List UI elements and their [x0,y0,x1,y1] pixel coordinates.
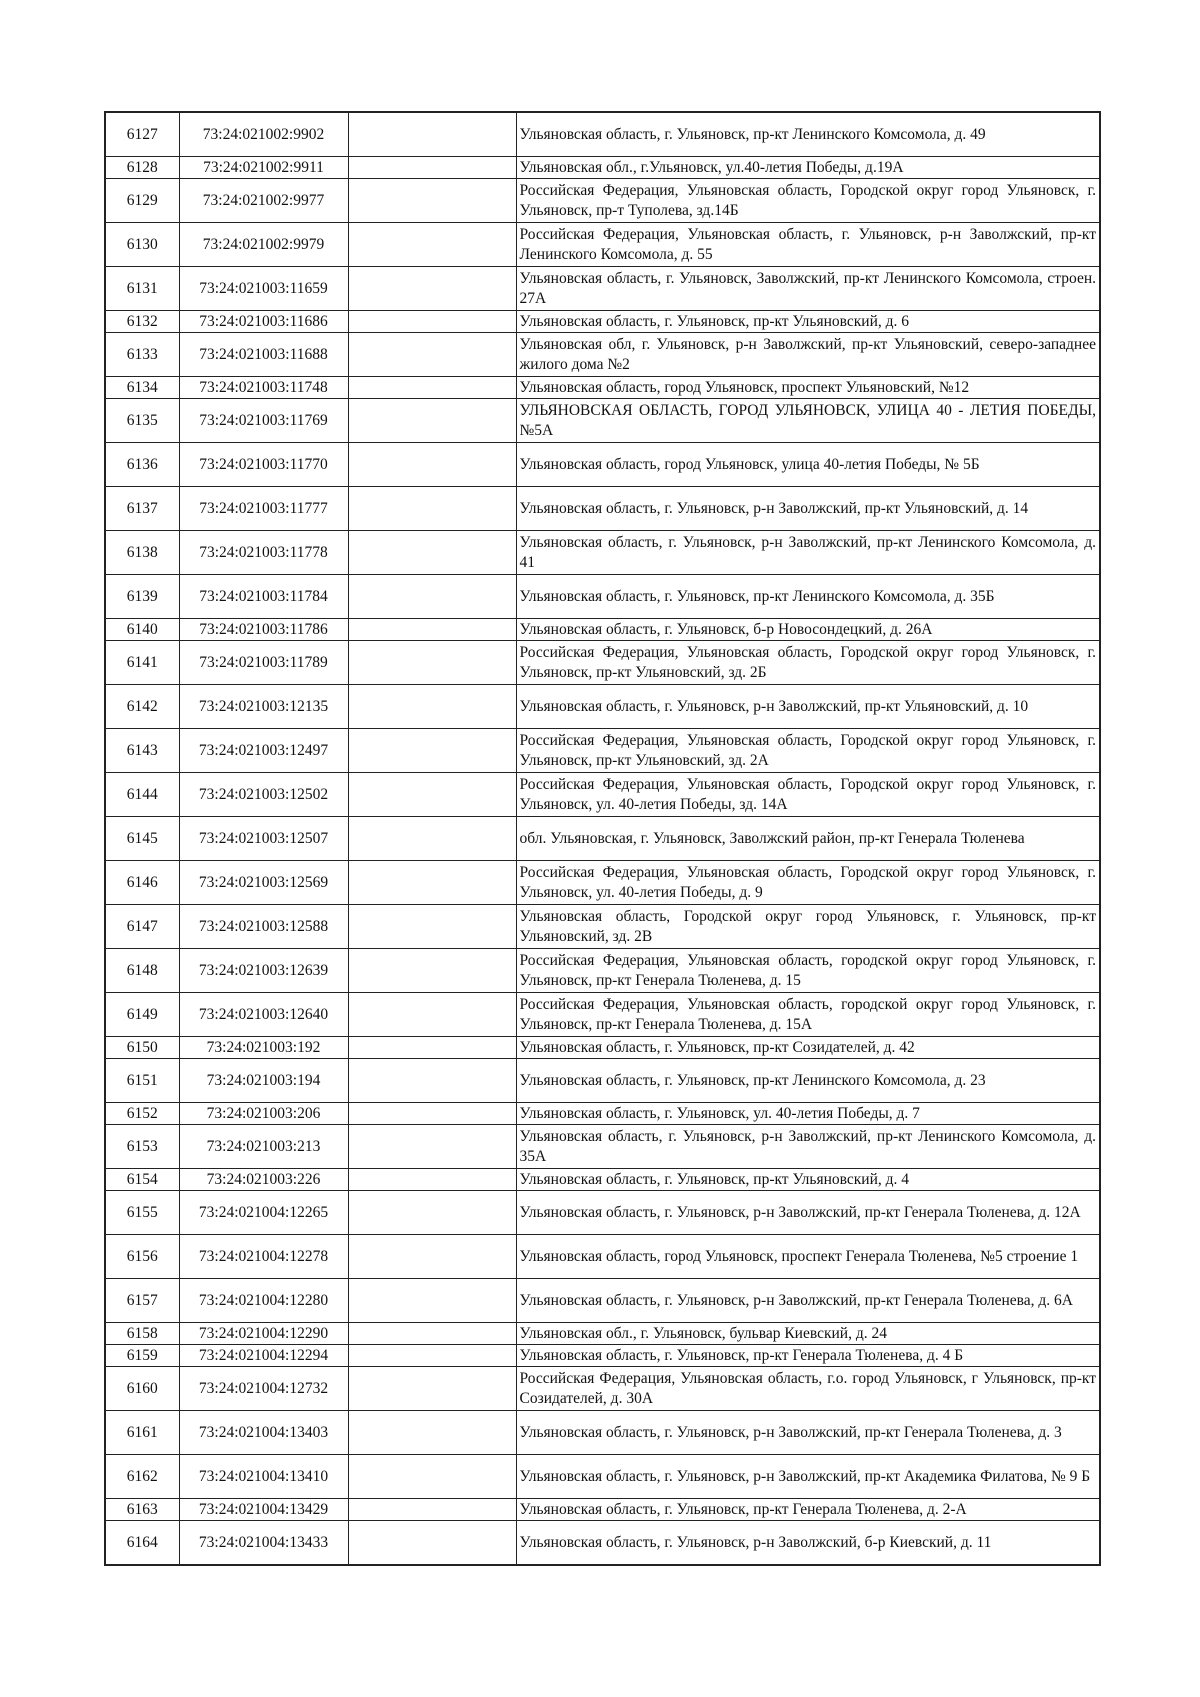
table-row [105,1367,1100,1411]
empty-cell [348,1521,516,1566]
cadastral-number-cell: 73:24:021003:12569 [179,861,348,905]
empty-cell [348,1279,516,1323]
empty-cell [348,333,516,377]
table-row [105,773,1100,817]
table-row [105,993,1100,1037]
row-number-cell: 6157 [105,1279,179,1323]
cadastral-number-cell: 73:24:021003:11786 [179,619,348,641]
cadastral-number-cell: 73:24:021003:11789 [179,641,348,685]
row-number-cell: 6147 [105,905,179,949]
table-row [105,333,1100,377]
empty-cell [348,1367,516,1411]
table-row [105,157,1100,179]
cadastral-number-cell: 73:24:021003:11659 [179,267,348,311]
cadastral-number-cell: 73:24:021003:12497 [179,729,348,773]
table-row [105,531,1100,575]
cadastral-number-cell: 73:24:021003:11778 [179,531,348,575]
empty-cell [348,1345,516,1367]
row-number-cell: 6148 [105,949,179,993]
cadastral-number-cell: 73:24:021003:11784 [179,575,348,619]
address-cell: Российская Федерация, Ульяновская область, г.о. город Ульяновск, г Ульяновск, пр-кт Созидателей, д. 30А [516,1367,1100,1411]
address-cell: Ульяновская область, город Ульяновск, проспект Генерала Тюленева, №5 строение 1 [516,1235,1100,1279]
address-cell: Ульяновская область, г. Ульяновск, пр-кт Ульяновский, д. 4 [516,1169,1100,1191]
registry-table [104,111,1101,1566]
table-row [105,267,1100,311]
empty-cell [348,179,516,223]
empty-cell [348,1059,516,1103]
address-cell: Ульяновская область, г. Ульяновск, пр-кт Созидателей, д. 42 [516,1037,1100,1059]
row-number-cell: 6129 [105,179,179,223]
table-row [105,1279,1100,1323]
table-row [105,1521,1100,1566]
table-row [105,1037,1100,1059]
cadastral-number-cell: 73:24:021004:12290 [179,1323,348,1345]
address-cell: Ульяновская область, Городской округ город Ульяновск, г. Ульяновск, пр-кт Ульяновский, зд. 2В [516,905,1100,949]
address-cell: Ульяновская обл., г. Ульяновск, бульвар Киевский, д. 24 [516,1323,1100,1345]
row-number-cell: 6131 [105,267,179,311]
empty-cell [348,773,516,817]
empty-cell [348,1037,516,1059]
row-number-cell: 6139 [105,575,179,619]
table-row [105,112,1100,157]
cadastral-number-cell: 73:24:021004:12265 [179,1191,348,1235]
empty-cell [348,1103,516,1125]
row-number-cell: 6128 [105,157,179,179]
address-cell: Ульяновская область, г. Ульяновск, р-н Заволжский, пр-кт Генерала Тюленева, д. 6А [516,1279,1100,1323]
address-cell: Ульяновская область, г. Ульяновск, р-н Заволжский, пр-кт Ленинского Комсомола, д. 41 [516,531,1100,575]
row-number-cell: 6161 [105,1411,179,1455]
address-cell: Ульяновская область, город Ульяновск, улица 40-летия Победы, № 5Б [516,443,1100,487]
empty-cell [348,443,516,487]
table-row [105,223,1100,267]
table-row [105,1125,1100,1169]
row-number-cell: 6130 [105,223,179,267]
row-number-cell: 6156 [105,1235,179,1279]
empty-cell [348,1455,516,1499]
row-number-cell: 6163 [105,1499,179,1521]
row-number-cell: 6151 [105,1059,179,1103]
row-number-cell: 6146 [105,861,179,905]
table-row [105,641,1100,685]
table-row [105,179,1100,223]
cadastral-number-cell: 73:24:021004:13429 [179,1499,348,1521]
cadastral-number-cell: 73:24:021003:192 [179,1037,348,1059]
row-number-cell: 6127 [105,112,179,157]
row-number-cell: 6155 [105,1191,179,1235]
empty-cell [348,905,516,949]
empty-cell [348,267,516,311]
document-page [104,111,1099,1566]
table-row [105,1499,1100,1521]
empty-cell [348,1499,516,1521]
empty-cell [348,223,516,267]
address-cell: Ульяновская область, г. Ульяновск, пр-кт Ленинского Комсомола, д. 35Б [516,575,1100,619]
row-number-cell: 6137 [105,487,179,531]
address-cell: Ульяновская область, г. Ульяновск, пр-кт Ульяновский, д. 6 [516,311,1100,333]
empty-cell [348,1323,516,1345]
cadastral-number-cell: 73:24:021004:12280 [179,1279,348,1323]
table-row [105,1235,1100,1279]
row-number-cell: 6132 [105,311,179,333]
table-row [105,861,1100,905]
address-cell: Ульяновская область, г. Ульяновск, р-н Заволжский, пр-кт Ульяновский, д. 14 [516,487,1100,531]
empty-cell [348,1191,516,1235]
address-cell: Российская Федерация, Ульяновская область, городской округ город Ульяновск, г. Ульяновск, пр-кт Генерала Тюленева, д. 15 [516,949,1100,993]
empty-cell [348,377,516,399]
empty-cell [348,619,516,641]
address-cell: Российская Федерация, Ульяновская область, Городской округ город Ульяновск, г. Ульяновск, ул. 40-летия Победы, д. 9 [516,861,1100,905]
cadastral-number-cell: 73:24:021004:13410 [179,1455,348,1499]
row-number-cell: 6134 [105,377,179,399]
address-cell: Ульяновская область, г. Ульяновск, р-н Заволжский, б-р Киевский, д. 11 [516,1521,1100,1566]
table-row [105,1059,1100,1103]
table-row [105,1169,1100,1191]
empty-cell [348,575,516,619]
row-number-cell: 6154 [105,1169,179,1191]
row-number-cell: 6150 [105,1037,179,1059]
empty-cell [348,993,516,1037]
table-row [105,949,1100,993]
row-number-cell: 6158 [105,1323,179,1345]
table-row [105,487,1100,531]
cadastral-number-cell: 73:24:021002:9902 [179,112,348,157]
table-row [105,685,1100,729]
table-row [105,729,1100,773]
empty-cell [348,1169,516,1191]
address-cell: Российская Федерация, Ульяновская область, г. Ульяновск, р-н Заволжский, пр-кт Ленинского Комсомола, д. 55 [516,223,1100,267]
cadastral-number-cell: 73:24:021004:12732 [179,1367,348,1411]
row-number-cell: 6164 [105,1521,179,1566]
empty-cell [348,311,516,333]
address-cell: обл. Ульяновская, г. Ульяновск, Заволжский район, пр-кт Генерала Тюленева [516,817,1100,861]
row-number-cell: 6143 [105,729,179,773]
empty-cell [348,729,516,773]
table-row [105,377,1100,399]
cadastral-number-cell: 73:24:021003:12507 [179,817,348,861]
address-cell: Ульяновская область, г. Ульяновск, р-н Заволжский, пр-кт Генерала Тюленева, д. 3 [516,1411,1100,1455]
cadastral-number-cell: 73:24:021003:11686 [179,311,348,333]
table-row [105,1191,1100,1235]
address-cell: Российская Федерация, Ульяновская область, Городской округ город Ульяновск, г. Ульяновск, пр-т Туполева, зд.14Б [516,179,1100,223]
address-cell: Ульяновская область, г. Ульяновск, р-н Заволжский, пр-кт Генерала Тюленева, д. 12А [516,1191,1100,1235]
cadastral-number-cell: 73:24:021002:9979 [179,223,348,267]
row-number-cell: 6152 [105,1103,179,1125]
row-number-cell: 6144 [105,773,179,817]
row-number-cell: 6133 [105,333,179,377]
row-number-cell: 6138 [105,531,179,575]
empty-cell [348,817,516,861]
table-row [105,1345,1100,1367]
table-row [105,619,1100,641]
cadastral-number-cell: 73:24:021003:11769 [179,399,348,443]
cadastral-number-cell: 73:24:021003:11688 [179,333,348,377]
cadastral-number-cell: 73:24:021003:11777 [179,487,348,531]
cadastral-number-cell: 73:24:021003:11770 [179,443,348,487]
table-row [105,1103,1100,1125]
cadastral-number-cell: 73:24:021004:13433 [179,1521,348,1566]
empty-cell [348,861,516,905]
address-cell: Ульяновская обл, г. Ульяновск, р-н Заволжский, пр-кт Ульяновский, северо-западнее жилого дома №2 [516,333,1100,377]
address-cell: Российская Федерация, Ульяновская область, Городской округ город Ульяновск, г. Ульяновск, ул. 40-летия Победы, зд. 14А [516,773,1100,817]
empty-cell [348,531,516,575]
table-row [105,1455,1100,1499]
cadastral-number-cell: 73:24:021003:11748 [179,377,348,399]
address-cell: Ульяновская область, г. Ульяновск, пр-кт Ленинского Комсомола, д. 49 [516,112,1100,157]
table-row [105,575,1100,619]
address-cell: Ульяновская область, г. Ульяновск, ул. 40-летия Победы, д. 7 [516,1103,1100,1125]
row-number-cell: 6145 [105,817,179,861]
row-number-cell: 6135 [105,399,179,443]
empty-cell [348,1235,516,1279]
address-cell: Ульяновская область, г. Ульяновск, пр-кт Генерала Тюленева, д. 2-А [516,1499,1100,1521]
registry-table-body [105,112,1100,1565]
empty-cell [348,685,516,729]
cadastral-number-cell: 73:24:021003:12502 [179,773,348,817]
address-cell: Ульяновская область, г. Ульяновск, р-н Заволжский, пр-кт Академика Филатова, № 9 Б [516,1455,1100,1499]
address-cell: Ульяновская область, г. Ульяновск, р-н Заволжский, пр-кт Ульяновский, д. 10 [516,685,1100,729]
empty-cell [348,1411,516,1455]
cadastral-number-cell: 73:24:021003:213 [179,1125,348,1169]
address-cell: УЛЬЯНОВСКАЯ ОБЛАСТЬ, ГОРОД УЛЬЯНОВСК, УЛИЦА 40 - ЛЕТИЯ ПОБЕДЫ, №5А [516,399,1100,443]
empty-cell [348,1125,516,1169]
address-cell: Ульяновская область, город Ульяновск, проспект Ульяновский, №12 [516,377,1100,399]
table-row [105,905,1100,949]
table-row [105,311,1100,333]
empty-cell [348,949,516,993]
row-number-cell: 6153 [105,1125,179,1169]
empty-cell [348,487,516,531]
cadastral-number-cell: 73:24:021004:12294 [179,1345,348,1367]
table-row [105,817,1100,861]
address-cell: Ульяновская область, г. Ульяновск, Заволжский, пр-кт Ленинского Комсомола, строен. 27А [516,267,1100,311]
cadastral-number-cell: 73:24:021003:226 [179,1169,348,1191]
row-number-cell: 6159 [105,1345,179,1367]
row-number-cell: 6140 [105,619,179,641]
row-number-cell: 6142 [105,685,179,729]
row-number-cell: 6136 [105,443,179,487]
cadastral-number-cell: 73:24:021002:9977 [179,179,348,223]
table-row [105,1411,1100,1455]
row-number-cell: 6162 [105,1455,179,1499]
address-cell: Ульяновская область, г. Ульяновск, б-р Новосондецкий, д. 26А [516,619,1100,641]
cadastral-number-cell: 73:24:021003:12640 [179,993,348,1037]
cadastral-number-cell: 73:24:021004:12278 [179,1235,348,1279]
empty-cell [348,112,516,157]
row-number-cell: 6141 [105,641,179,685]
address-cell: Российская Федерация, Ульяновская область, Городской округ город Ульяновск, г. Ульяновск, пр-кт Ульяновский, зд. 2А [516,729,1100,773]
address-cell: Ульяновская область, г. Ульяновск, пр-кт Генерала Тюленева, д. 4 Б [516,1345,1100,1367]
address-cell: Ульяновская область, г. Ульяновск, пр-кт Ленинского Комсомола, д. 23 [516,1059,1100,1103]
row-number-cell: 6160 [105,1367,179,1411]
row-number-cell: 6149 [105,993,179,1037]
cadastral-number-cell: 73:24:021003:206 [179,1103,348,1125]
address-cell: Российская Федерация, Ульяновская область, городской округ город Ульяновск, г. Ульяновск, пр-кт Генерала Тюленева, д. 15А [516,993,1100,1037]
empty-cell [348,157,516,179]
cadastral-number-cell: 73:24:021002:9911 [179,157,348,179]
cadastral-number-cell: 73:24:021003:12588 [179,905,348,949]
cadastral-number-cell: 73:24:021003:12135 [179,685,348,729]
empty-cell [348,399,516,443]
cadastral-number-cell: 73:24:021004:13403 [179,1411,348,1455]
address-cell: Ульяновская область, г. Ульяновск, р-н Заволжский, пр-кт Ленинского Комсомола, д. 35А [516,1125,1100,1169]
cadastral-number-cell: 73:24:021003:194 [179,1059,348,1103]
empty-cell [348,641,516,685]
cadastral-number-cell: 73:24:021003:12639 [179,949,348,993]
table-row [105,1323,1100,1345]
table-row [105,399,1100,443]
table-row [105,443,1100,487]
address-cell: Ульяновская обл., г.Ульяновск, ул.40-летия Победы, д.19А [516,157,1100,179]
address-cell: Российская Федерация, Ульяновская область, Городской округ город Ульяновск, г. Ульяновск, пр-кт Ульяновский, зд. 2Б [516,641,1100,685]
